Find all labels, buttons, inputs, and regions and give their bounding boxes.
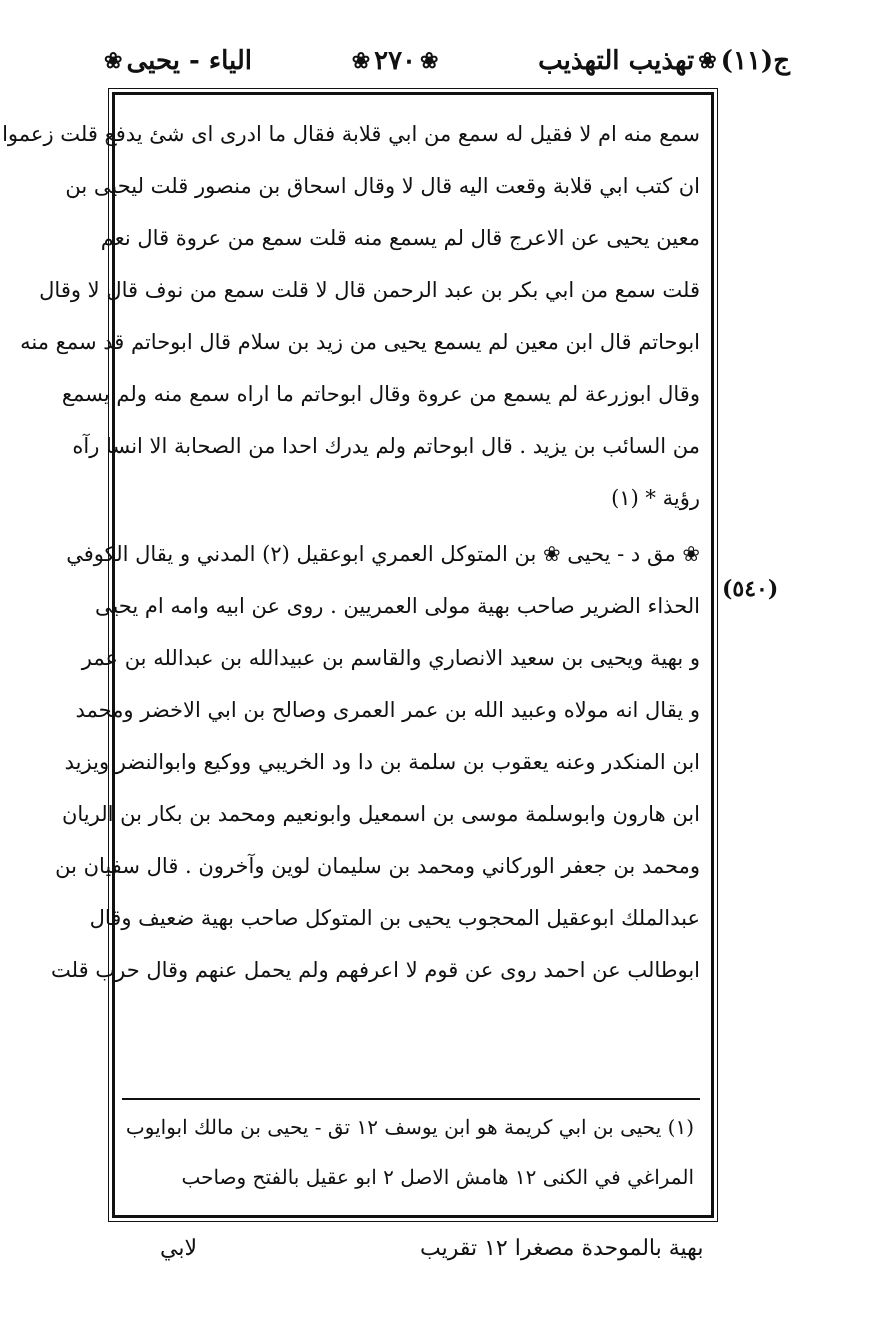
- entry-line: و بهية ويحيى بن سعيد الانصاري والقاسم بن عبيدالله بن عبدالله بن عمر: [81, 646, 700, 670]
- text-line: قلت سمع من ابي بكر بن عبد الرحمن قال لا قلت سمع من نوف قال لا وقال: [39, 278, 700, 302]
- footnote-line: (١) يحيى بن ابي كريمة هو ابن يوسف ١٢ تق - يحيى بن مالك ابوايوب: [125, 1115, 694, 1139]
- header-book-title: تهذيب التهذيب: [538, 46, 695, 76]
- footnote-divider: [122, 1098, 700, 1100]
- catchword-right: بهية بالموحدة مصغرا ١٢ تقريب: [420, 1236, 704, 1261]
- text-line: سمع منه ام لا فقيل له سمع من ابي قلابة فقال ما ادرى اى شئ يدفع قلت زعموا: [2, 122, 700, 146]
- footnote-line: المراغي في الكنى ١٢ هامش الاصل ٢ ابو عقيل بالفتح وصاحب: [181, 1165, 694, 1189]
- entry-line: عبدالملك ابوعقيل المحجوب يحيى بن المتوكل صاحب بهية ضعيف وقال: [89, 906, 700, 930]
- header-page: [348, 46, 443, 76]
- ornament-icon: ❀: [351, 48, 371, 74]
- page-number: ٢٧٠: [374, 46, 417, 76]
- entry-line: ومحمد بن جعفر الوركاني ومحمد بن سليمان لوين وآخرون . قال سفيان بن: [55, 854, 700, 878]
- text-line: ابوحاتم قال ابن معين لم يسمع يحيى من زيد بن سلام قال ابوحاتم قد سمع منه: [20, 330, 700, 354]
- entry-line: ❀ مق د - يحيى ❀ بن المتوكل العمري ابوعقيل (٢) المدني و يقال الكوفي: [66, 542, 700, 566]
- entry-line: ابن هارون وابوسلمة موسى بن اسمعيل وابونعيم ومحمد بن بكار بن الريان: [61, 802, 700, 826]
- ornament-icon: ❀: [698, 48, 717, 74]
- ornament-icon: ❀: [104, 48, 123, 74]
- header-section: [100, 46, 252, 76]
- entry-line: و يقال انه مولاه وعبيد الله بن عمر العمرى وصالح بن ابي الاخضر ومحمد: [75, 698, 700, 722]
- text-line: وقال ابوزرعة لم يسمع من عروة وقال ابوحاتم ما اراه سمع منه ولم يسمع: [61, 382, 700, 406]
- header-volume-title: [538, 46, 790, 76]
- catchword-left: لابي: [160, 1236, 198, 1261]
- section-title: الياء - يحيى: [126, 46, 253, 76]
- text-line: رؤية * (١): [611, 486, 700, 510]
- text-line: ان كتب ابي قلابة وقعت اليه قال لا وقال اسحاق بن منصور قلت ليحيى بن: [65, 174, 700, 198]
- entry-line: ابوطالب عن احمد روى عن قوم لا اعرفهم ولم يحمل عنهم وقال حرب قلت: [51, 958, 700, 982]
- text-line: من السائب بن يزيد . قال ابوحاتم ولم يدرك احدا من الصحابة الا انسا رآه: [72, 434, 700, 458]
- ornament-icon: ❀: [420, 48, 439, 74]
- running-header: [100, 36, 790, 86]
- footnotes: [125, 1102, 694, 1202]
- main-text: [2, 108, 700, 996]
- entry-line: الحذاء الضرير صاحب بهية مولى العمريين . روى عن ابيه وامه ام يحيى: [94, 594, 700, 618]
- entry-line: ابن المنكدر وعنه يعقوب بن سلمة بن دا ود الخريبي ووكيع وابوالنضر ويزيد: [64, 750, 700, 774]
- header-volume: ج(١١): [720, 46, 790, 76]
- entry-number: (٥٤٠): [722, 576, 779, 602]
- text-line: معين يحيى عن الاعرج قال لم يسمع منه قلت سمع من عروة قال نعم: [100, 226, 700, 250]
